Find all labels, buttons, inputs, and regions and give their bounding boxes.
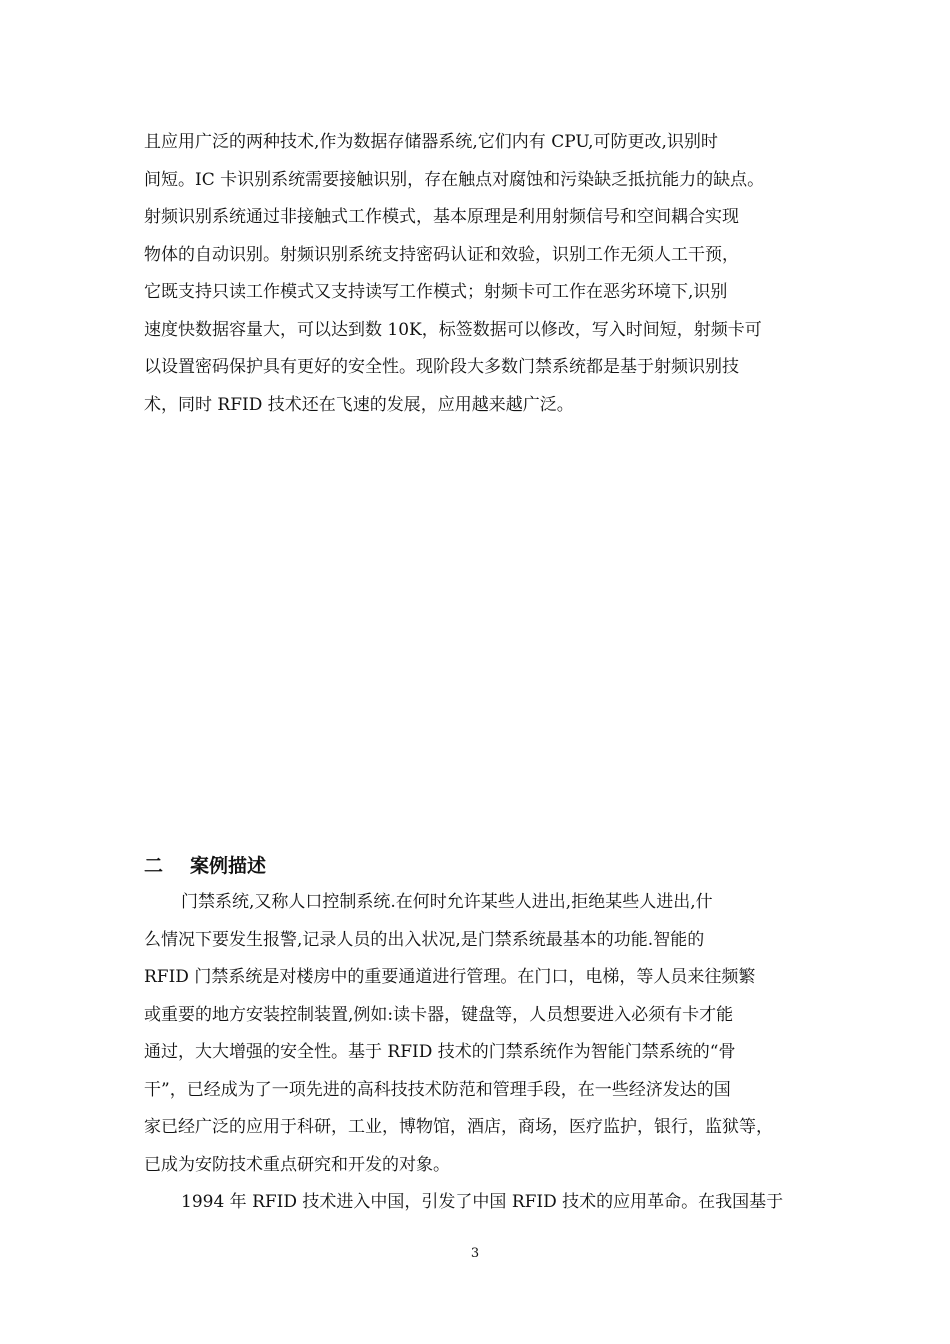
page-number: 3 <box>470 1246 480 1261</box>
text-line: 它既支持只读工作模式又支持读写工作模式；射频卡可工作在恶劣环境下,识别 <box>144 282 728 302</box>
text-line: 或重要的地方安装控制装置,例如:读卡器，键盘等，人员想要进入必须有卡才能 <box>144 1004 734 1025</box>
text-line: 术，同时 RFID 技术还在飞速的发展，应用越来越广泛。 <box>144 394 574 415</box>
text-line: 1994 年 RFID 技术进入中国，引发了中国 RFID 技术的应用革命。在我国基于 <box>181 1192 784 1212</box>
text-line: RFID 门禁系统是对楼房中的重要通道进行管理。在门口，电梯，等人员来往频繁 <box>144 967 756 987</box>
text-line: 已成为安防技术重点研究和开发的对象。 <box>144 1154 450 1175</box>
paragraph-rfid-overview <box>144 124 824 424</box>
text-line: 物体的自动识别。射频识别系统支持密码认证和效验，识别工作无须人工干预， <box>144 244 739 265</box>
text-line: 门禁系统,又称人口控制系统.在何时允许某些人进出,拒绝某些人进出,什 <box>181 892 713 912</box>
text-line: 射频识别系统通过非接触式工作模式，基本原理是利用射频信号和空间耦合实现 <box>144 207 739 227</box>
section-title: 案例描述 <box>190 855 267 877</box>
text-line: 间短。IC 卡识别系统需要接触识别，存在触点对腐蚀和污染缺乏抵抗能力的缺点。 <box>144 169 765 190</box>
text-line: 通过，大大增强的安全性。基于 RFID 技术的门禁系统作为智能门禁系统的“骨 <box>144 1042 736 1062</box>
section-heading <box>144 848 266 884</box>
text-line: 且应用广泛的两种技术,作为数据存储器系统,它们内有 CPU,可防更改,识别时 <box>144 132 718 152</box>
section-number: 二 <box>144 855 164 877</box>
text-line: 家已经广泛的应用于科研，工业，博物馆，酒店，商场，医疗监护，银行，监狱等， <box>144 1117 773 1137</box>
text-line: 速度快数据容量大，可以达到数 10K，标签数据可以修改，写入时间短，射频卡可 <box>144 319 762 340</box>
text-line: 干”，已经成为了一项先进的高科技技术防范和管理手段，在一些经济发达的国 <box>144 1079 731 1100</box>
paragraph-case-description <box>144 884 824 1222</box>
text-line: 以设置密码保护具有更好的安全性。现阶段大多数门禁系统都是基于射频识别技 <box>144 357 739 377</box>
text-line: 么情况下要发生报警,记录人员的出入状况,是门禁系统最基本的功能.智能的 <box>144 929 705 950</box>
